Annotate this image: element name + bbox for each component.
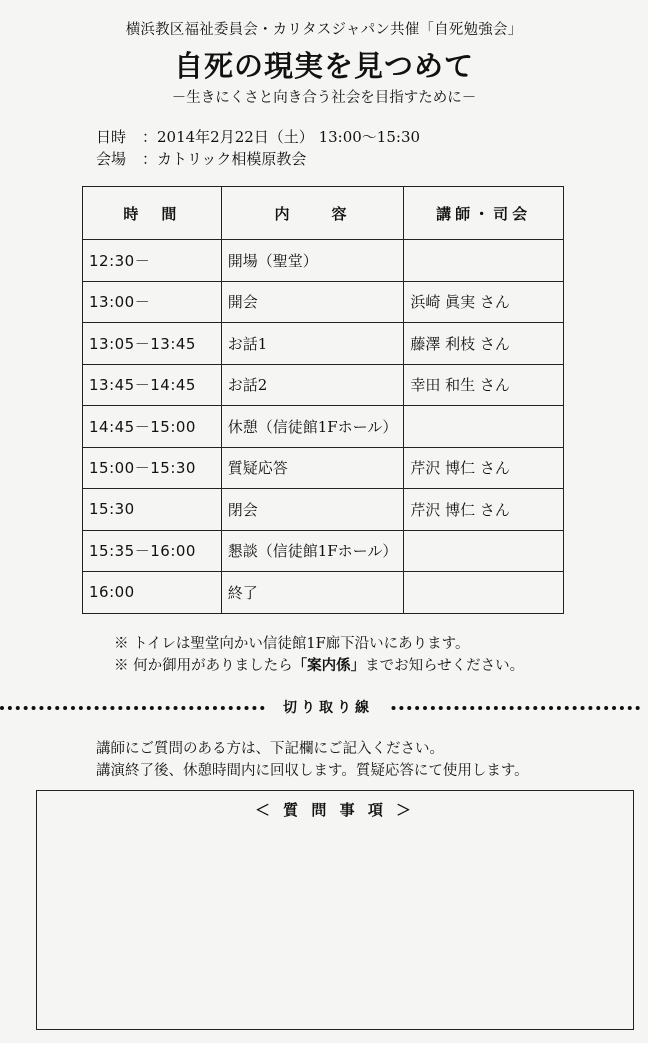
- cut-line: [0, 700, 648, 714]
- schedule-table: [82, 186, 564, 614]
- row-time: 13:00－: [83, 281, 222, 323]
- note-contact-bold: 「案内係」: [292, 657, 366, 674]
- row-speaker: [404, 240, 564, 282]
- row-time: 14:45－15:00: [83, 406, 222, 448]
- row-speaker: 藤澤 利枝 さん: [404, 323, 564, 365]
- row-time: 13:05－13:45: [83, 323, 222, 365]
- row-time: 15:30: [83, 489, 222, 531]
- table-row: [83, 447, 564, 489]
- organizer-line: 横浜教区福祉委員会・カリタスジャパン共催「自死勉強会」: [125, 22, 523, 38]
- row-time: 12:30－: [83, 240, 222, 282]
- header-speaker: 講師・司会: [404, 187, 564, 240]
- row-time: 16:00: [83, 572, 222, 614]
- venue-label: 会場: [96, 150, 127, 168]
- table-row: [83, 240, 564, 282]
- event-venue: [96, 148, 306, 169]
- table-row: [83, 364, 564, 406]
- question-box-title: ＜ 質 問 事 項 ＞: [254, 801, 416, 819]
- row-speaker: 芹沢 博仁 さん: [404, 489, 564, 531]
- venue-value: ：カトリック相模原教会: [142, 150, 307, 168]
- date-label: 日時: [96, 128, 127, 146]
- table-row: [83, 281, 564, 323]
- row-content: 閉会: [221, 489, 404, 531]
- notes: [114, 634, 524, 677]
- cut-dots-right: [360, 706, 640, 710]
- row-content: 開場（聖堂）: [221, 240, 404, 282]
- note-contact-pre: ※ 何か御用がありましたら: [114, 658, 293, 674]
- request-line-1: 講師にご質問のある方は、下記欄にご記入ください。: [96, 741, 444, 757]
- table-row: [83, 572, 564, 614]
- table-row: [83, 406, 564, 448]
- table-row: [83, 323, 564, 365]
- note-contact-post: までお知らせください。: [365, 658, 525, 674]
- event-date: [96, 126, 420, 147]
- subtitle: －生きにくさと向き合う社会を目指すために－: [171, 90, 477, 106]
- date-value: ：2014年2月22日（土） 13:00〜15:30: [142, 128, 421, 146]
- header-time: 時 間: [83, 187, 222, 240]
- request-line-2: 講演終了後、休憩時間内に回収します。質疑応答にて使用します。: [96, 763, 529, 779]
- row-speaker: [404, 406, 564, 448]
- row-content: お話2: [221, 364, 404, 406]
- table-row: [83, 530, 564, 572]
- row-speaker: 芹沢 博仁 さん: [404, 447, 564, 489]
- table-row: [83, 489, 564, 531]
- row-time: 13:45－14:45: [83, 364, 222, 406]
- row-content: 休憩（信徒館1Fホール）: [221, 406, 404, 448]
- row-content: 懇談（信徒館1Fホール）: [221, 530, 404, 572]
- row-speaker: [404, 530, 564, 572]
- cut-dots-left: [0, 706, 312, 710]
- row-time: 15:35－16:00: [83, 530, 222, 572]
- page-title: 自死の現実を見つめて: [173, 49, 474, 83]
- row-speaker: 幸田 和生 さん: [404, 364, 564, 406]
- note-restroom: ※ トイレは聖堂向かい信徒館1F廊下沿いにあります。: [114, 636, 470, 652]
- note-contact: [114, 655, 524, 677]
- question-request: [96, 738, 529, 782]
- question-box[interactable]: [36, 790, 634, 1030]
- row-speaker: [404, 572, 564, 614]
- row-content: お話1: [221, 323, 404, 365]
- row-content: 終了: [221, 572, 404, 614]
- schedule-header-row: [83, 187, 564, 240]
- row-content: 質疑応答: [221, 447, 404, 489]
- row-content: 開会: [221, 281, 404, 323]
- row-speaker: 浜崎 眞実 さん: [404, 281, 564, 323]
- cut-label: 切り取り線: [268, 697, 388, 717]
- row-time: 15:00－15:30: [83, 447, 222, 489]
- header-content: 内 容: [221, 187, 404, 240]
